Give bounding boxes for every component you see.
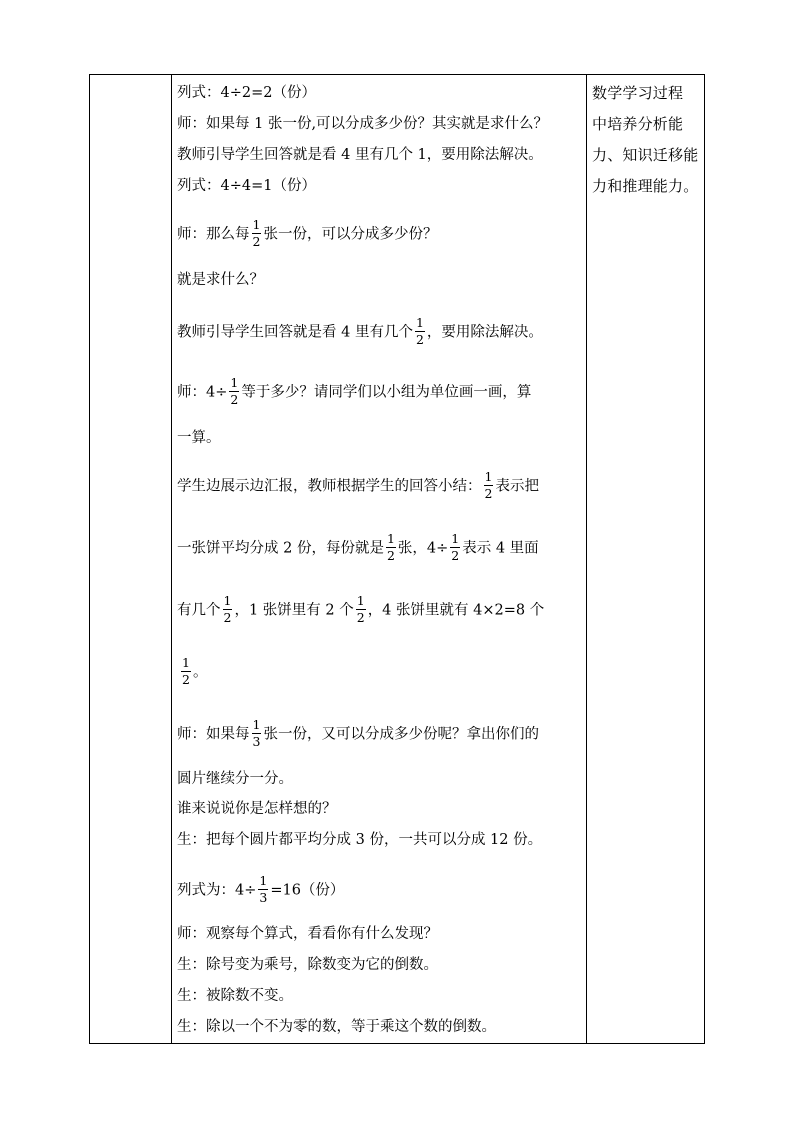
- fraction-one-half: $\frac{1}{2}$: [230, 375, 239, 407]
- fraction-one-half: $\frac{1}{2}$: [484, 469, 493, 501]
- text: 师：如果每: [177, 726, 250, 743]
- text: 张，4÷: [397, 540, 449, 557]
- text: 师：那么每: [177, 226, 250, 243]
- text-line: 师：观察每个算式，看看你有什么发现？: [177, 926, 438, 942]
- text-line: 生：除以一个不为零的数，等于乘这个数的倒数。: [177, 1019, 496, 1035]
- text: 等于多少？请同学们以小组为单位画一画，算: [241, 384, 532, 401]
- fraction-one-half: $\frac{1}{2}$: [415, 315, 424, 347]
- table-border-left: [89, 74, 90, 1044]
- fraction-one-third: $\frac{1}{3}$: [259, 873, 268, 905]
- text-line: 列式：4÷4=1（份）: [177, 178, 316, 194]
- side-note-line: 力、知识迁移能: [592, 146, 699, 164]
- text: 。: [192, 664, 208, 681]
- text: =16（份）: [270, 882, 345, 899]
- text: 表示 4 里面: [462, 540, 539, 557]
- text-line: 列式：4÷2=2（份）: [177, 85, 316, 101]
- fraction-one-third: $\frac{1}{3}$: [252, 717, 261, 749]
- text-line: [177, 375, 532, 407]
- text-line: [177, 469, 539, 501]
- text-line: [177, 717, 539, 749]
- fraction-one-half: $\frac{1}{2}$: [252, 217, 261, 249]
- side-note-line: 中培养分析能: [592, 115, 684, 133]
- text-line: 就是求什么？: [177, 272, 264, 288]
- text: 张一份，可以分成多少份？: [263, 226, 438, 243]
- table-divider-1: [171, 74, 172, 1044]
- side-note-line: 数学学习过程: [592, 84, 684, 102]
- table-border-top: [89, 74, 705, 75]
- text: 学生边展示边汇报，教师根据学生的回答小结：: [177, 478, 482, 495]
- text: 教师引导学生回答就是看 4 里有几个: [177, 324, 413, 341]
- text-line: 师：如果每 1 张一份,可以分成多少份？其实就是求什么？: [177, 116, 549, 132]
- text: 列式为：4÷: [177, 882, 257, 899]
- table-border-bottom: [89, 1043, 705, 1044]
- text: ，1 张饼里有 2 个: [234, 602, 354, 619]
- text-line: 生：被除数不变。: [177, 988, 293, 1004]
- fraction-one-half: $\frac{1}{2}$: [182, 655, 190, 687]
- text: ，要用除法解决。: [426, 324, 543, 341]
- text-line: [177, 655, 208, 687]
- text: 表示把: [495, 478, 539, 495]
- fraction-one-half: $\frac{1}{2}$: [451, 531, 460, 563]
- text: 有几个: [177, 602, 221, 619]
- table-border-right: [704, 74, 705, 1044]
- text-line: [177, 873, 345, 905]
- text-line: [177, 315, 543, 347]
- text-line: 圆片继续分一分。: [177, 771, 293, 787]
- text-line: 一算。: [177, 430, 221, 446]
- text-line: 生：除号变为乘号，除数变为它的倒数。: [177, 957, 438, 973]
- text: 一张饼平均分成 2 份，每份就是: [177, 540, 384, 557]
- fraction-one-half: $\frac{1}{2}$: [386, 531, 395, 563]
- text-line: [177, 531, 539, 563]
- text-line: 教师引导学生回答就是看 4 里有几个 1，要用除法解决。: [177, 147, 543, 163]
- text-line: 谁来说说你是怎样想的？: [177, 801, 337, 817]
- text-line: 生：把每个圆片都平均分成 3 份，一共可以分成 12 份。: [177, 832, 543, 848]
- text: 师：4÷: [177, 384, 228, 401]
- side-note-line: 力和推理能力。: [592, 177, 699, 195]
- table-divider-2: [586, 74, 587, 1044]
- text-line: [177, 593, 545, 625]
- fraction-one-half: $\frac{1}{2}$: [356, 593, 365, 625]
- text: 张一份，又可以分成多少份呢？拿出你们的: [263, 726, 539, 743]
- fraction-one-half: $\frac{1}{2}$: [223, 593, 232, 625]
- text: ，4 张饼里就有 4×2=8 个: [367, 602, 545, 619]
- text-line: [177, 217, 438, 249]
